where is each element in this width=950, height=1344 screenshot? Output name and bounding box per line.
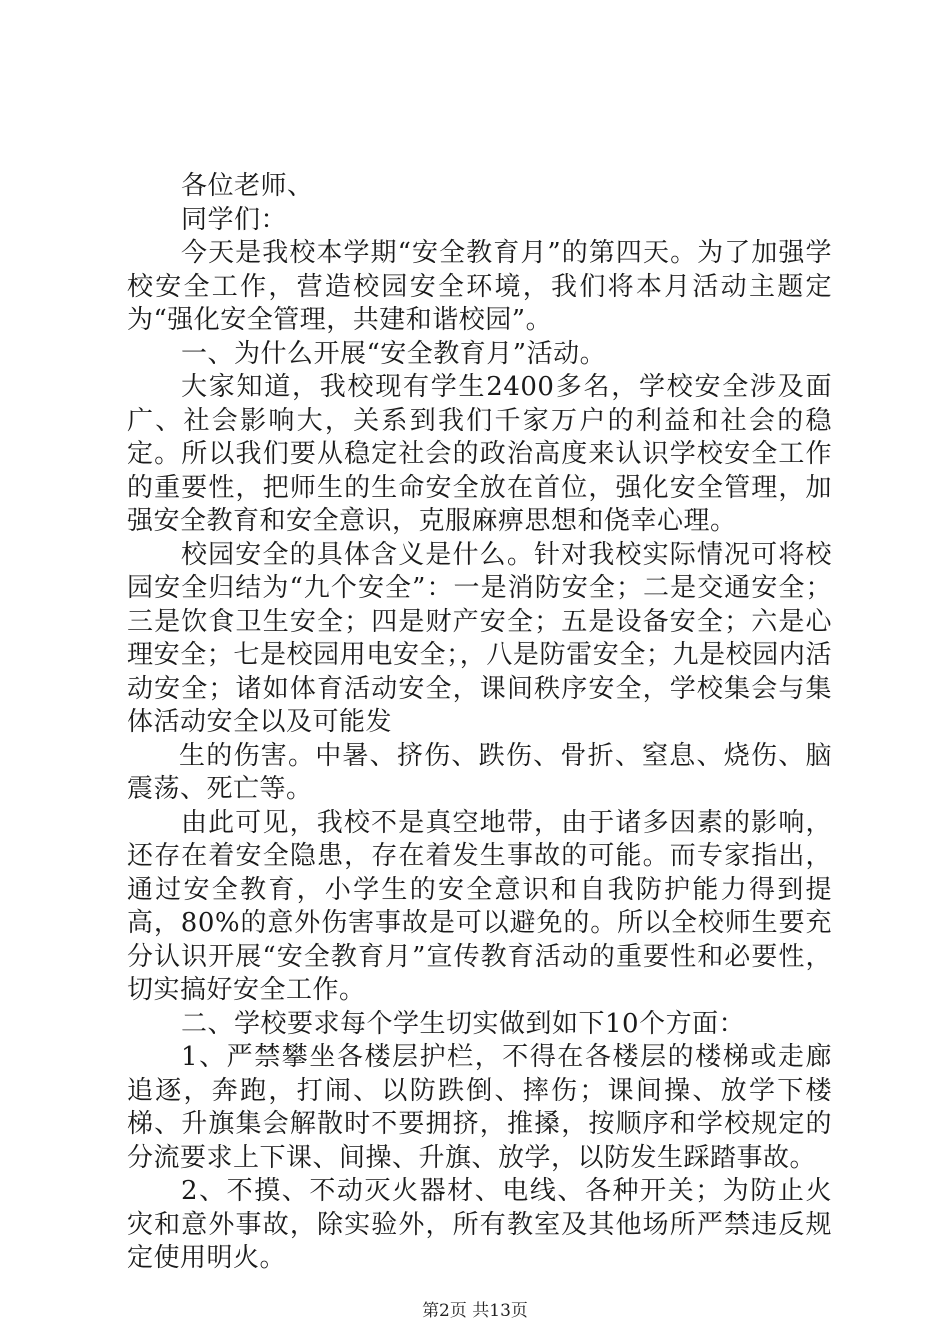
paragraph-nine-safeties: 校园安全的具体含义是什么。针对我校实际情况可将校园安全归结为“九个安全”：一是消防安全；二是交通安全；三是饮食卫生安全；四是财产安全；五是设备安全；六是心理安全；七是校园用电安全；，八是防雷安全；九是校园内活动安全；诸如体育活动安全，课间秩序安全，学校集会与集体活动安全以及可能发 [127,539,832,737]
requirement-item-2: 2、不摸、不动灭火器材、电线、各种开关；为防止火灾和意外事故，除实验外，所有教室及其他场所严禁违反规定使用明火。 [127,1176,832,1273]
section-heading-why: 一、为什么开展“安全教育月”活动。 [181,338,607,369]
requirement-item-1: 1、严禁攀坐各楼层护栏，不得在各楼层的楼梯或走廊追逐，奔跑，打闹、以防跌倒、摔伤；课间操、放学下楼梯、升旗集会解散时不要拥挤，推搡，按顺序和学校规定的分流要求上下课、间操、升旗、放学，以防发生踩踏事故。 [127,1042,832,1173]
paragraph-injuries: 生的伤害。中暑、挤伤、跌伤、骨折、窒息、烧伤、脑震荡、死亡等。 [127,740,832,804]
page-footer: 第2页 共13页 [422,1301,528,1321]
document-body [127,170,832,1276]
salutation-teachers: 各位老师、 [181,171,314,201]
salutation-students: 同学们： [181,204,288,235]
paragraph-conclusion: 由此可见，我校不是真空地带，由于诸多因素的影响，还存在着安全隐患，存在着发生事故的可能。而专家指出，通过安全教育，小学生的安全意识和自我防护能力得到提高，80%的意外伤害事故是可以避免的。所以全校师生要充分认识开展“安全教育月”宣传教育活动的重要性和必要性，切实搞好安全工作。 [127,807,832,1005]
intro-paragraph: 今天是我校本学期“安全教育月”的第四天。为了加强学校安全工作，营造校园安全环境，我们将本月活动主题定为“强化安全管理，共建和谐校园”。 [127,238,832,335]
paragraph-importance: 大家知道，我校现有学生2400多名，学校安全涉及面广、社会影响大，关系到我们千家万户的利益和社会的稳定。所以我们要从稳定社会的政治高度来认识学校安全工作的重要性，把师生的生命安全放在首位，强化安全管理，加强安全教育和安全意识，克服麻痹思想和侥幸心理。 [127,372,832,536]
section-heading-requirements: 二、学校要求每个学生切实做到如下10个方面： [181,1008,746,1039]
